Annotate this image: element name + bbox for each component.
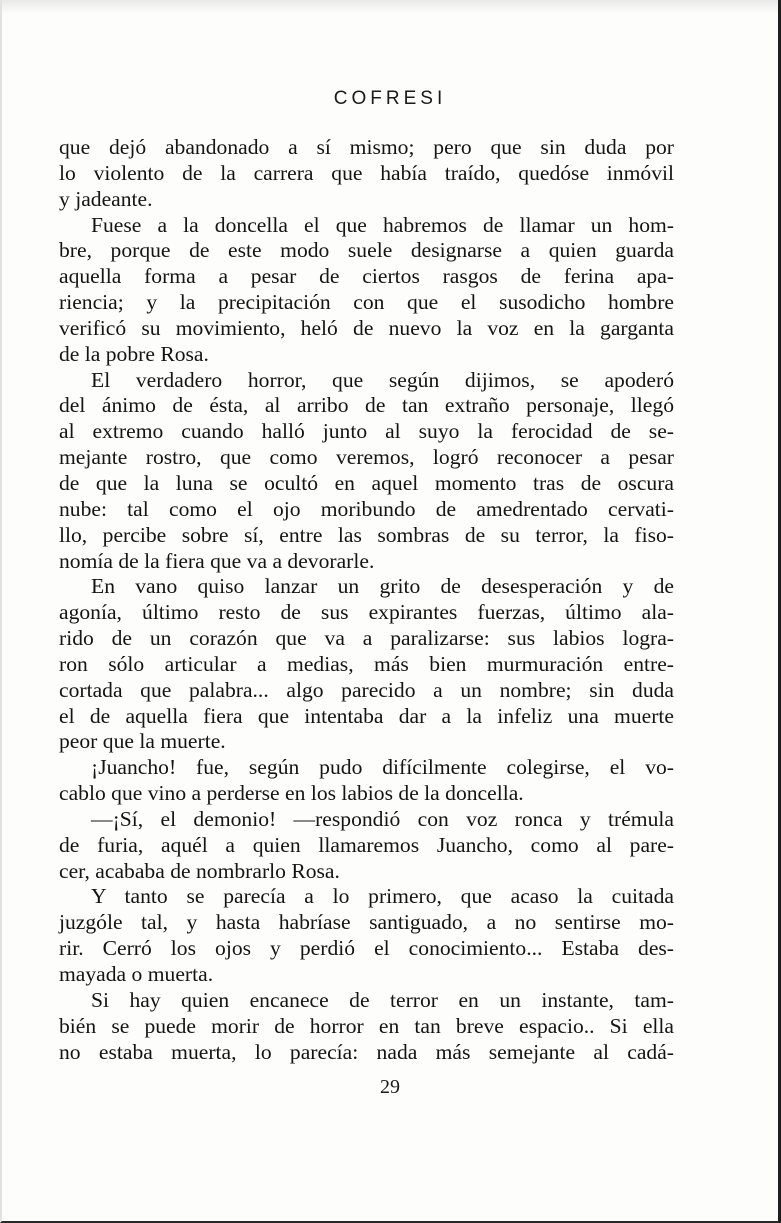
text-line: Fuese a la doncella el que habremos de llamar un hom- (91, 212, 674, 237)
text-line: Si hay quien encanece de terror en un instante, tam- (91, 987, 674, 1012)
text-line: cablo que vino a perderse en los labios de la doncella. (59, 781, 524, 806)
text-line: no estaba muerta, lo parecía: nada más semejante al cadá- (59, 1039, 674, 1064)
text-line: agonía, último resto de sus expirantes fuerzas, último ala- (59, 600, 674, 625)
text-line: de la pobre Rosa. (59, 341, 209, 366)
text-line: aquella forma a pesar de ciertos rasgos de ferina apa- (59, 264, 674, 289)
text-line: peor que la muerte. (59, 729, 226, 754)
text-line: nomía de la fiera que va a devorarle. (59, 548, 375, 573)
text-line: cortada que palabra... algo parecido a un nombre; sin duda (59, 677, 674, 702)
text-line: del ánimo de ésta, al arribo de tan extraño personaje, llegó (59, 393, 674, 418)
text-line: cer, acababa de nombrarlo Rosa. (59, 858, 340, 883)
text-line: y jadeante. (59, 186, 153, 211)
text-line: El verdadero horror, que según dijimos, se apoderó (91, 367, 674, 392)
text-line: ron sólo articular a medias, más bien murmuración entre- (59, 651, 674, 676)
text-line: rir. Cerró los ojos y perdió el conocimiento... Estaba des- (59, 936, 674, 961)
text-line: al extremo cuando halló junto al suyo la ferocidad de se- (59, 419, 674, 444)
text-line: juzgóle tal, y hasta habríase santiguado, a no sentirse mo- (59, 910, 674, 935)
text-line: riencia; y la precipitación con que el susodicho hombre (59, 290, 674, 315)
text-line: bre, porque de este modo suele designarse a quien guarda (59, 238, 674, 263)
text-line: Y tanto se parecía a lo primero, que acaso la cuitada (91, 884, 674, 909)
text-line: que dejó abandonado a sí mismo; pero que sin duda por (59, 135, 674, 159)
running-title: COFRESI (333, 88, 447, 109)
text-line: En vano quiso lanzar un grito de desesperación y de (91, 574, 674, 599)
text-line: lo violento de la carrera que había traído, quedóse inmóvil (59, 160, 674, 185)
text-line: verificó su movimiento, heló de nuevo la voz en la garganta (59, 315, 674, 340)
text-line: mayada o muerta. (59, 962, 214, 986)
text-line: nube: tal como el ojo moribundo de amedrentado cervati- (59, 496, 674, 521)
text-line: llo, percibe sobre sí, entre las sombras de su terror, la fiso- (59, 522, 674, 547)
text-line: el de aquella fiera que intentaba dar a la infeliz una muerte (59, 703, 674, 728)
scan-edge-shadow (2, 0, 778, 14)
text-line: de que la luna se ocultó en aquel momento tras de oscura (59, 470, 674, 495)
body-text (59, 135, 674, 1065)
text-line: ¡Juancho! fue, según pudo difícilmente colegirse, el vo- (91, 755, 674, 780)
text-line: mejante rostro, que como veremos, logró reconocer a pesar (59, 445, 674, 470)
page-number: 29 (380, 1076, 400, 1098)
text-line: —¡Sí, el demonio! —respondió con voz ronca y trémula (91, 806, 674, 831)
text-line: rido de un corazón que va a paralizarse: sus labios logra- (59, 626, 674, 651)
text-line: bién se puede morir de horror en tan breve espacio.. Si ella (59, 1013, 674, 1038)
text-line: de furia, aquél a quien llamaremos Juancho, como al pare- (59, 832, 674, 857)
